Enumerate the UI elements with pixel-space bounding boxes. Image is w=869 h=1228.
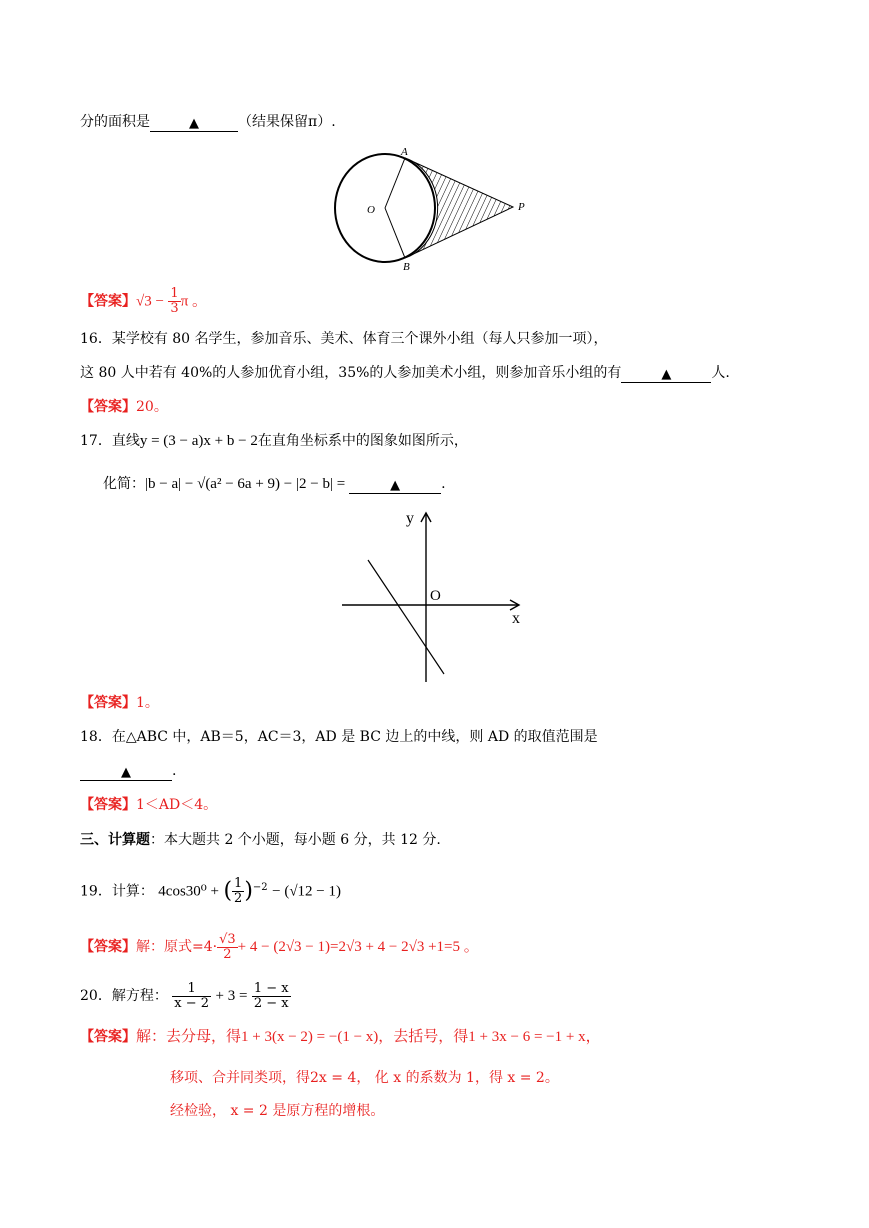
q17-answer (80, 693, 159, 713)
circle-tangent-figure (325, 140, 535, 275)
label-y: y (406, 510, 414, 527)
frac-numerator: 1 (234, 876, 243, 892)
q16-line2-prefix: 这 80 人中若有 40%的人参加优育小组，35%的人参加美术小组，则参加音乐小组的有 (80, 365, 622, 381)
q20-lhs-fraction (172, 982, 211, 1011)
label-a: A (401, 146, 408, 158)
label-x: x (512, 610, 520, 627)
blank-triangle-icon: ▲ (661, 367, 672, 382)
radius-oa (385, 158, 405, 208)
left-paren: ( (223, 878, 233, 904)
q19-exponent: −2 (252, 882, 268, 893)
shaded-region (405, 158, 513, 258)
answer-tag: 【答案】 (80, 797, 136, 813)
radius-ob (385, 208, 405, 258)
section-3-desc: ：本大题共 2 个小题，每小题 6 分，共 12 分. (150, 832, 441, 848)
answer-step-1: 解：去分母，得1 + 3(x − 2) = −(1 − x)，去括号，得1 + 3x − 6 = −1 + x， (136, 1029, 601, 1045)
q18-answer-blank (80, 762, 172, 781)
answer-tag: 【答案】 (80, 293, 136, 310)
q17-simplify-formula: |b − a| − √(a² − 6a + 9) − |2 − b| = (145, 476, 346, 492)
section-3-title: 三、计算题 (80, 832, 150, 848)
q19-formula-b: − (√12 − 1) (272, 883, 342, 900)
frac-numerator: 1 − x (253, 980, 289, 996)
q15-tail (80, 112, 336, 132)
q19-formula-a: 4cos30⁰ + (158, 883, 219, 900)
q18-answer (80, 795, 217, 815)
blank-triangle-icon: ▲ (189, 116, 199, 131)
answer-tag: 【答案】 (80, 939, 136, 955)
q19-answer (80, 931, 479, 963)
q15-prefix: 分的面积是 (80, 114, 150, 130)
frac-numerator: 1 (170, 286, 179, 301)
frac-denominator: 3 (170, 301, 179, 316)
answer-rest: + 4 − (2√3 − 1)=2√3 + 4 − 2√3 +1=5 。 (237, 939, 479, 955)
q15-suffix: （结果保留π）. (238, 114, 336, 130)
q18-line2-suffix: . (172, 763, 177, 779)
q17-line1-suffix: 在直角坐标系中的图象如图所示， (257, 433, 468, 449)
q15-answer-blank (150, 113, 238, 132)
blank-triangle-icon: ▲ (121, 765, 131, 780)
answer-text: 1＜AD＜4。 (136, 797, 218, 813)
answer-fraction (168, 287, 180, 316)
q20-answer-line2: 移项、合并同类项，得2x = 4， 化 x 的系数为 1，得 x = 2。 (170, 1070, 559, 1086)
frac-denominator: 2 (223, 946, 232, 962)
answer-text: 1。 (136, 695, 159, 711)
q17-answer-blank (349, 475, 441, 494)
q16-line2 (80, 363, 730, 383)
label-o: O (430, 588, 441, 604)
q18-line1: 18．在△ABC 中，AB＝5，AC＝3，AD 是 BC 边上的中线，则 AD 的取值范围是 (80, 729, 598, 745)
q20-rhs-fraction (252, 982, 291, 1011)
coordinate-graph-figure (340, 502, 530, 684)
q20 (80, 978, 291, 1014)
frac-numerator: √3 (219, 931, 236, 947)
q17-line-formula: y = (3 − a)x + b − 2 (139, 433, 258, 449)
label-o: O (367, 204, 375, 216)
q17-line2 (103, 474, 446, 494)
q19-prefix: 19．计算： (80, 883, 154, 900)
q17-line2-prefix: 化简： (103, 476, 145, 492)
frac-denominator: x − 2 (174, 995, 210, 1011)
label-p: P (518, 201, 525, 213)
q20-mid: + 3 = (215, 988, 248, 1004)
answer-tag: 【答案】 (80, 695, 136, 711)
q19 (80, 872, 341, 908)
answer-expr-b: π 。 (180, 293, 208, 310)
q17-line1 (80, 431, 468, 451)
answer-tag: 【答案】 (80, 399, 136, 415)
q16-answer-blank (621, 364, 711, 383)
q20-answer-line3: 经检验， x = 2 是原方程的增根。 (170, 1103, 385, 1119)
q20-answer-line1 (80, 1027, 601, 1047)
section-3-heading (80, 830, 441, 850)
answer-lead: 解：原式=4· (136, 939, 218, 955)
q16-answer (80, 397, 168, 417)
q16-line1: 16．某学校有 80 名学生，参加音乐、美术、体育三个课外小组（每人只参加一项）， (80, 331, 608, 347)
q18-line2 (80, 761, 176, 781)
q19-fraction (232, 877, 244, 906)
answer-text: 20。 (136, 399, 168, 415)
q17-line2-suffix: . (441, 476, 446, 492)
answer-tag: 【答案】 (80, 1029, 136, 1045)
q15-answer (80, 287, 207, 316)
right-paren: ) (244, 878, 253, 904)
q16-line2-suffix: 人. (711, 365, 730, 381)
blank-triangle-icon: ▲ (390, 478, 401, 493)
frac-numerator: 1 (172, 982, 211, 997)
q20-prefix: 20．解方程： (80, 988, 168, 1004)
answer-expr-a: √3 − (136, 293, 164, 310)
q17-line1-prefix: 17．直线 (80, 433, 140, 449)
label-b: B (403, 261, 410, 273)
frac-denominator: 2 − x (253, 995, 289, 1011)
answer-fraction (217, 933, 238, 962)
frac-denominator: 2 (234, 891, 243, 907)
